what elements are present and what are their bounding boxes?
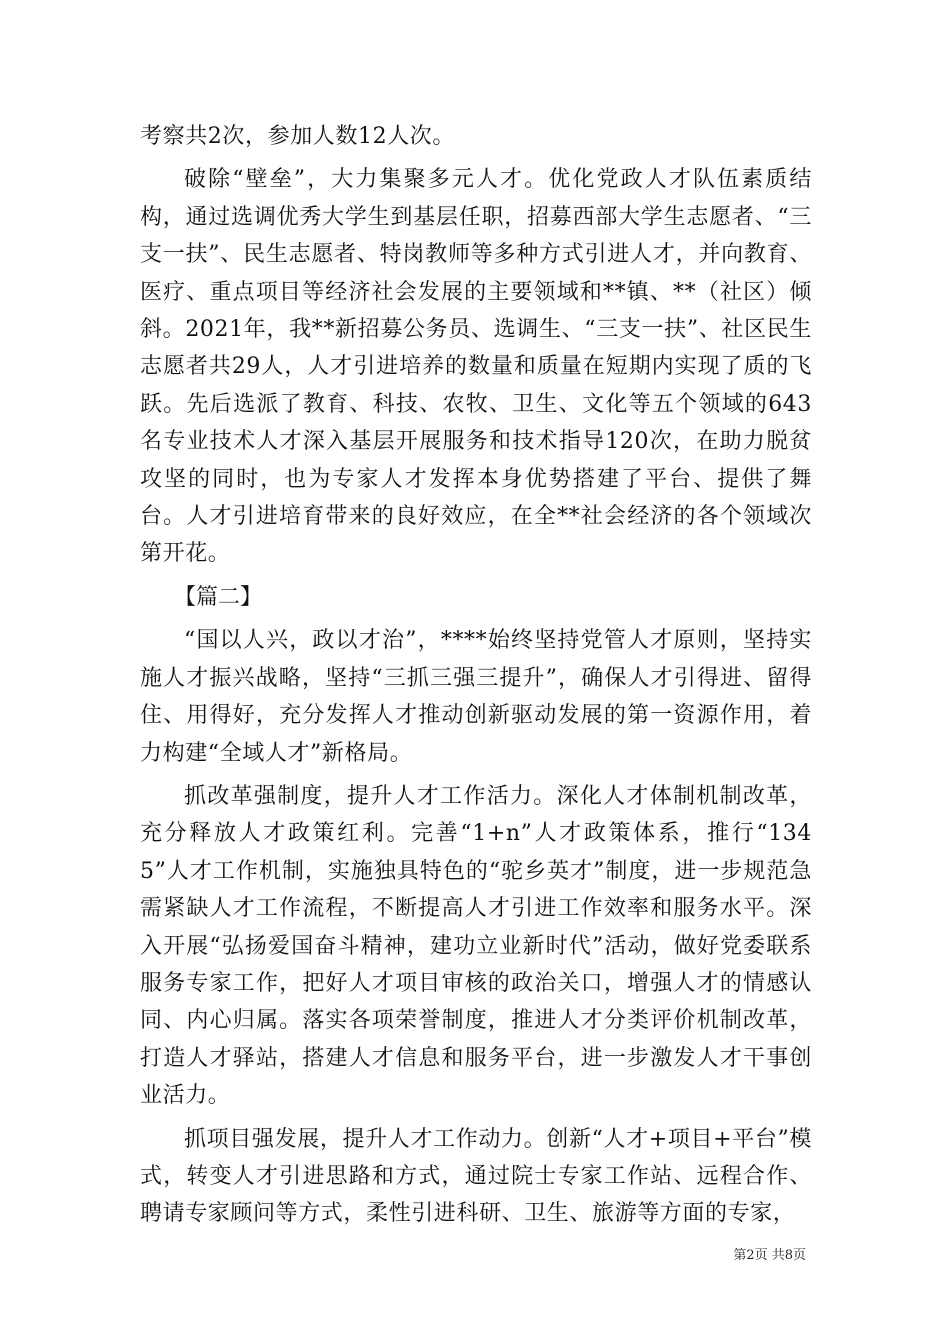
page-number: 第2页 共8页	[733, 1248, 806, 1263]
paragraph-projects: 抓项目强发展，提升人才工作动力。创新“人才+项目+平台”模式，转变人才引进思路和方式，通过院士专家工作站、远程合作、聘请专家顾问等方式，柔性引进科研、卫生、旅游等方面的专家，	[140, 1126, 812, 1227]
paragraph-continuation: 考察共2次，参加人数12人次。	[140, 124, 455, 149]
document-body	[140, 118, 812, 1239]
paragraph-intro: “国以人兴，政以才治”，****始终坚持党管人才原则，坚持实施人才振兴战略，坚持“三抓三强三提升”，确保人才引得进、留得住、用得好，充分发挥人才推动创新驱动发展的第一资源作用，着力构建“全域人才”新格局。	[140, 628, 812, 766]
paragraph-talent-gathering: 破除“壁垒”，大力集聚多元人才。优化党政人才队伍素质结构，通过选调优秀大学生到基层任职，招募西部大学生志愿者、“三支一扶”、民生志愿者、特岗教师等多种方式引进人才，并向教育、医疗、重点项目等经济社会发展的主要领域和**镇、**（社区）倾斜。2021年，我**新招募公务员、选调生、“三支一扶”、社区民生志愿者共29人，人才引进培养的数量和质量在短期内实现了质的飞跃。先后选派了教育、科技、农牧、卫生、文化等五个领域的643名专业技术人才深入基层开展服务和技术指导120次，在助力脱贫攻坚的同时，也为专家人才发挥本身优势搭建了平台、提供了舞台。人才引进培育带来的良好效应，在全**社会经济的各个领域次第开花。	[140, 167, 812, 567]
paragraph-reform: 抓改革强制度，提升人才工作活力。深化人才体制机制改革，充分释放人才政策红利。完善“1+n”人才政策体系，推行“1345”人才工作机制，实施独具特色的“驼乡英才”制度，进一步规范急需紧缺人才工作流程，不断提高人才引进工作效率和服务水平。深入开展“弘扬爱国奋斗精神，建功立业新时代”活动，做好党委联系服务专家工作，把好人才项目审核的政治关口，增强人才的情感认同、内心归属。落实各项荣誉制度，推进人才分类评价机制改革，打造人才驿站，搭建人才信息和服务平台，进一步激发人才干事创业活力。	[140, 783, 812, 1109]
section-heading: 【篇二】	[174, 584, 263, 610]
